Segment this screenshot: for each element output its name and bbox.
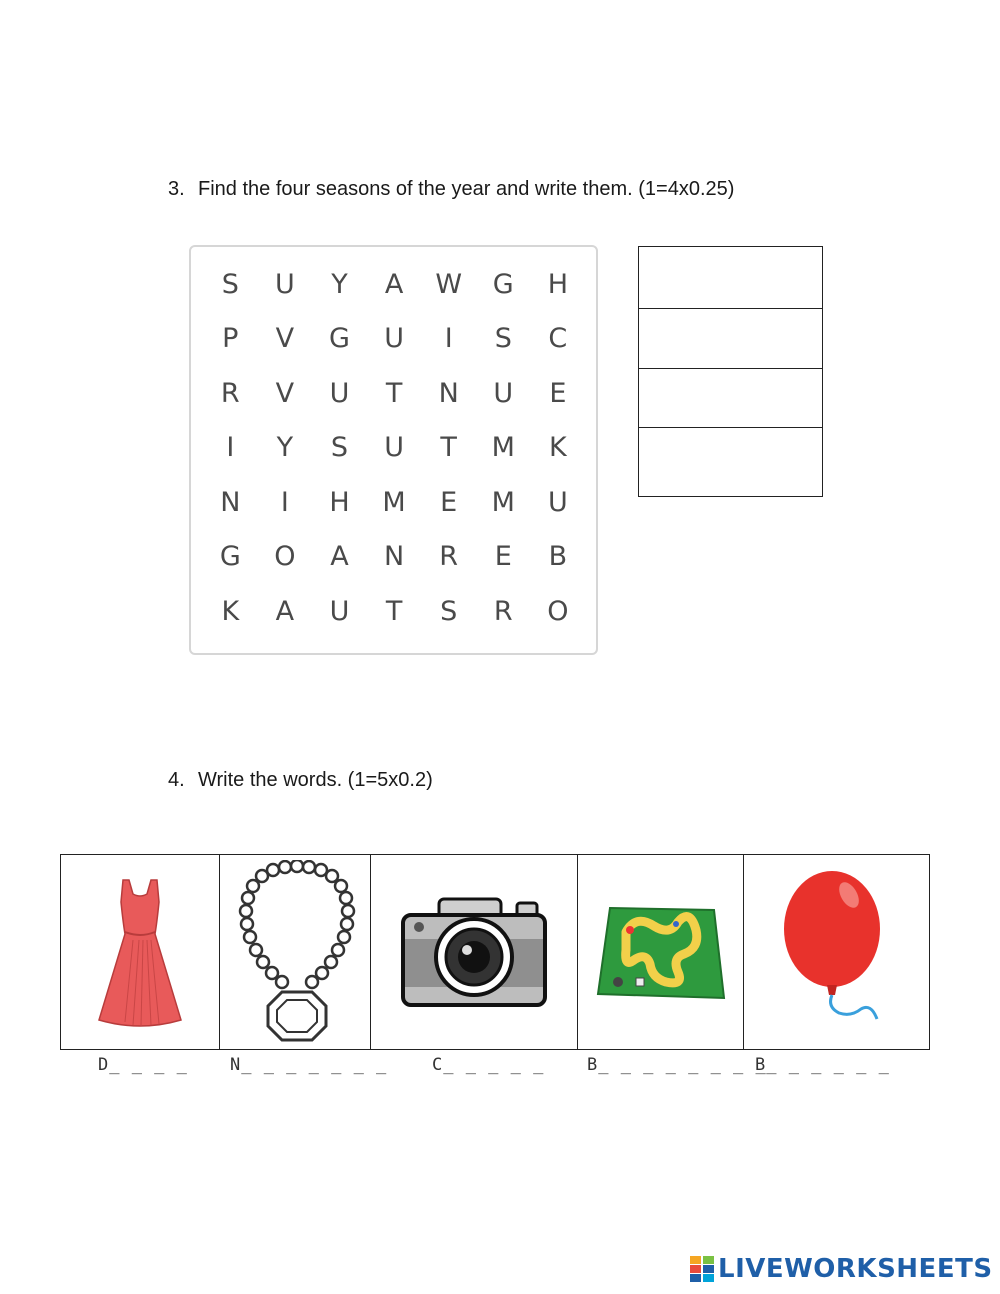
word-search-letter[interactable]: U <box>329 377 350 409</box>
word-search-letter[interactable]: T <box>440 432 457 464</box>
question-4 <box>168 769 433 792</box>
question-3-number: 3. <box>168 178 185 200</box>
question-3 <box>168 178 734 201</box>
picture-cell-balloon <box>744 855 929 1049</box>
word-search-letter[interactable]: C <box>548 323 568 355</box>
picture-cell-camera <box>371 855 578 1049</box>
word-search-letter[interactable]: N <box>220 486 241 518</box>
necklace-icon <box>230 860 360 1045</box>
question-3-text: Find the four seasons of the year and write them. (1=4x0.25) <box>198 178 735 200</box>
word-search-letter[interactable]: I <box>226 432 235 464</box>
answer-box-3[interactable] <box>639 369 822 428</box>
word-search-letter[interactable]: M <box>382 486 406 518</box>
word-search-letter[interactable]: E <box>440 486 458 518</box>
word-search-letter[interactable]: R <box>439 541 459 573</box>
word-search-letter[interactable]: S <box>440 595 458 627</box>
question-4-number: 4. <box>168 769 185 791</box>
word-search-letter[interactable]: V <box>275 323 295 355</box>
word-search-letter[interactable]: W <box>435 268 463 300</box>
word-search-letter[interactable]: Y <box>331 268 348 300</box>
word-search-letter[interactable]: S <box>494 323 512 355</box>
dress-icon <box>85 872 195 1032</box>
word-search-letter[interactable]: Y <box>276 432 294 464</box>
hint-dress: D_ _ _ _ <box>98 1055 188 1075</box>
word-search-letter[interactable]: P <box>222 323 239 355</box>
word-search-letter[interactable]: U <box>493 377 514 409</box>
word-search-letter[interactable]: T <box>385 595 403 627</box>
logo-text: LIVEWORKSHEETS <box>718 1254 993 1284</box>
hint-board-game: B_ _ _ _ _ _ _ _ <box>587 1055 767 1075</box>
word-search-letter[interactable]: R <box>493 595 513 627</box>
word-search-letter[interactable]: O <box>274 541 296 573</box>
word-search-grid <box>189 245 598 655</box>
word-search-letter[interactable]: G <box>219 541 241 573</box>
picture-cell-dress <box>61 855 220 1049</box>
word-search-letter[interactable]: E <box>549 377 567 409</box>
word-search-letter[interactable]: H <box>329 486 350 518</box>
word-search-letter[interactable]: E <box>494 541 512 573</box>
liveworksheets-logo <box>690 1250 993 1288</box>
picture-table <box>60 854 930 1050</box>
answer-box-4[interactable] <box>639 428 822 496</box>
answer-box-1[interactable] <box>639 247 822 309</box>
word-search-letter[interactable]: S <box>221 268 239 300</box>
word-search-letter[interactable]: K <box>221 595 240 627</box>
word-search-letter[interactable]: G <box>329 323 350 355</box>
word-search-letter[interactable]: K <box>549 432 567 464</box>
word-search-letter[interactable]: M <box>491 432 515 464</box>
word-search-letter[interactable]: N <box>383 541 405 573</box>
logo-blocks-icon <box>690 1256 714 1282</box>
picture-cell-necklace <box>220 855 371 1049</box>
word-search-letter[interactable]: U <box>384 323 404 355</box>
word-search-letter[interactable]: M <box>491 486 515 518</box>
word-search-letter[interactable]: R <box>220 377 240 409</box>
word-search-letter[interactable]: H <box>547 268 569 300</box>
board-game-icon <box>596 902 726 1002</box>
answer-boxes <box>638 246 823 497</box>
balloon-icon <box>777 867 897 1037</box>
hint-necklace: N_ _ _ _ _ _ _ <box>230 1055 388 1075</box>
answer-box-2[interactable] <box>639 309 822 369</box>
word-search-letter[interactable]: U <box>329 595 350 627</box>
word-search-letter[interactable]: A <box>330 541 349 573</box>
word-search-letter[interactable]: U <box>384 432 404 464</box>
word-search-letter[interactable]: S <box>330 432 349 464</box>
camera-icon <box>399 895 549 1010</box>
picture-cell-board-game <box>578 855 744 1049</box>
word-search-letter[interactable]: I <box>444 323 453 355</box>
word-search-letter[interactable]: B <box>548 541 568 573</box>
word-search-letter[interactable]: G <box>492 268 514 300</box>
question-4-text: Write the words. (1=5x0.2) <box>198 769 433 791</box>
word-search-letter[interactable]: A <box>384 268 404 300</box>
word-search-letter[interactable]: U <box>547 486 568 518</box>
hint-balloon: B_ _ _ _ _ _ <box>755 1055 890 1075</box>
word-search-letter[interactable]: U <box>275 268 295 300</box>
word-search-letter[interactable]: I <box>280 486 289 518</box>
word-search-letter[interactable]: N <box>438 377 459 409</box>
word-search-letter[interactable]: O <box>547 595 569 627</box>
word-search-letter[interactable]: A <box>275 595 295 627</box>
word-search-letter[interactable]: T <box>385 377 403 409</box>
hint-camera: C_ _ _ _ _ <box>432 1055 545 1075</box>
word-search-letter[interactable]: V <box>275 377 295 409</box>
